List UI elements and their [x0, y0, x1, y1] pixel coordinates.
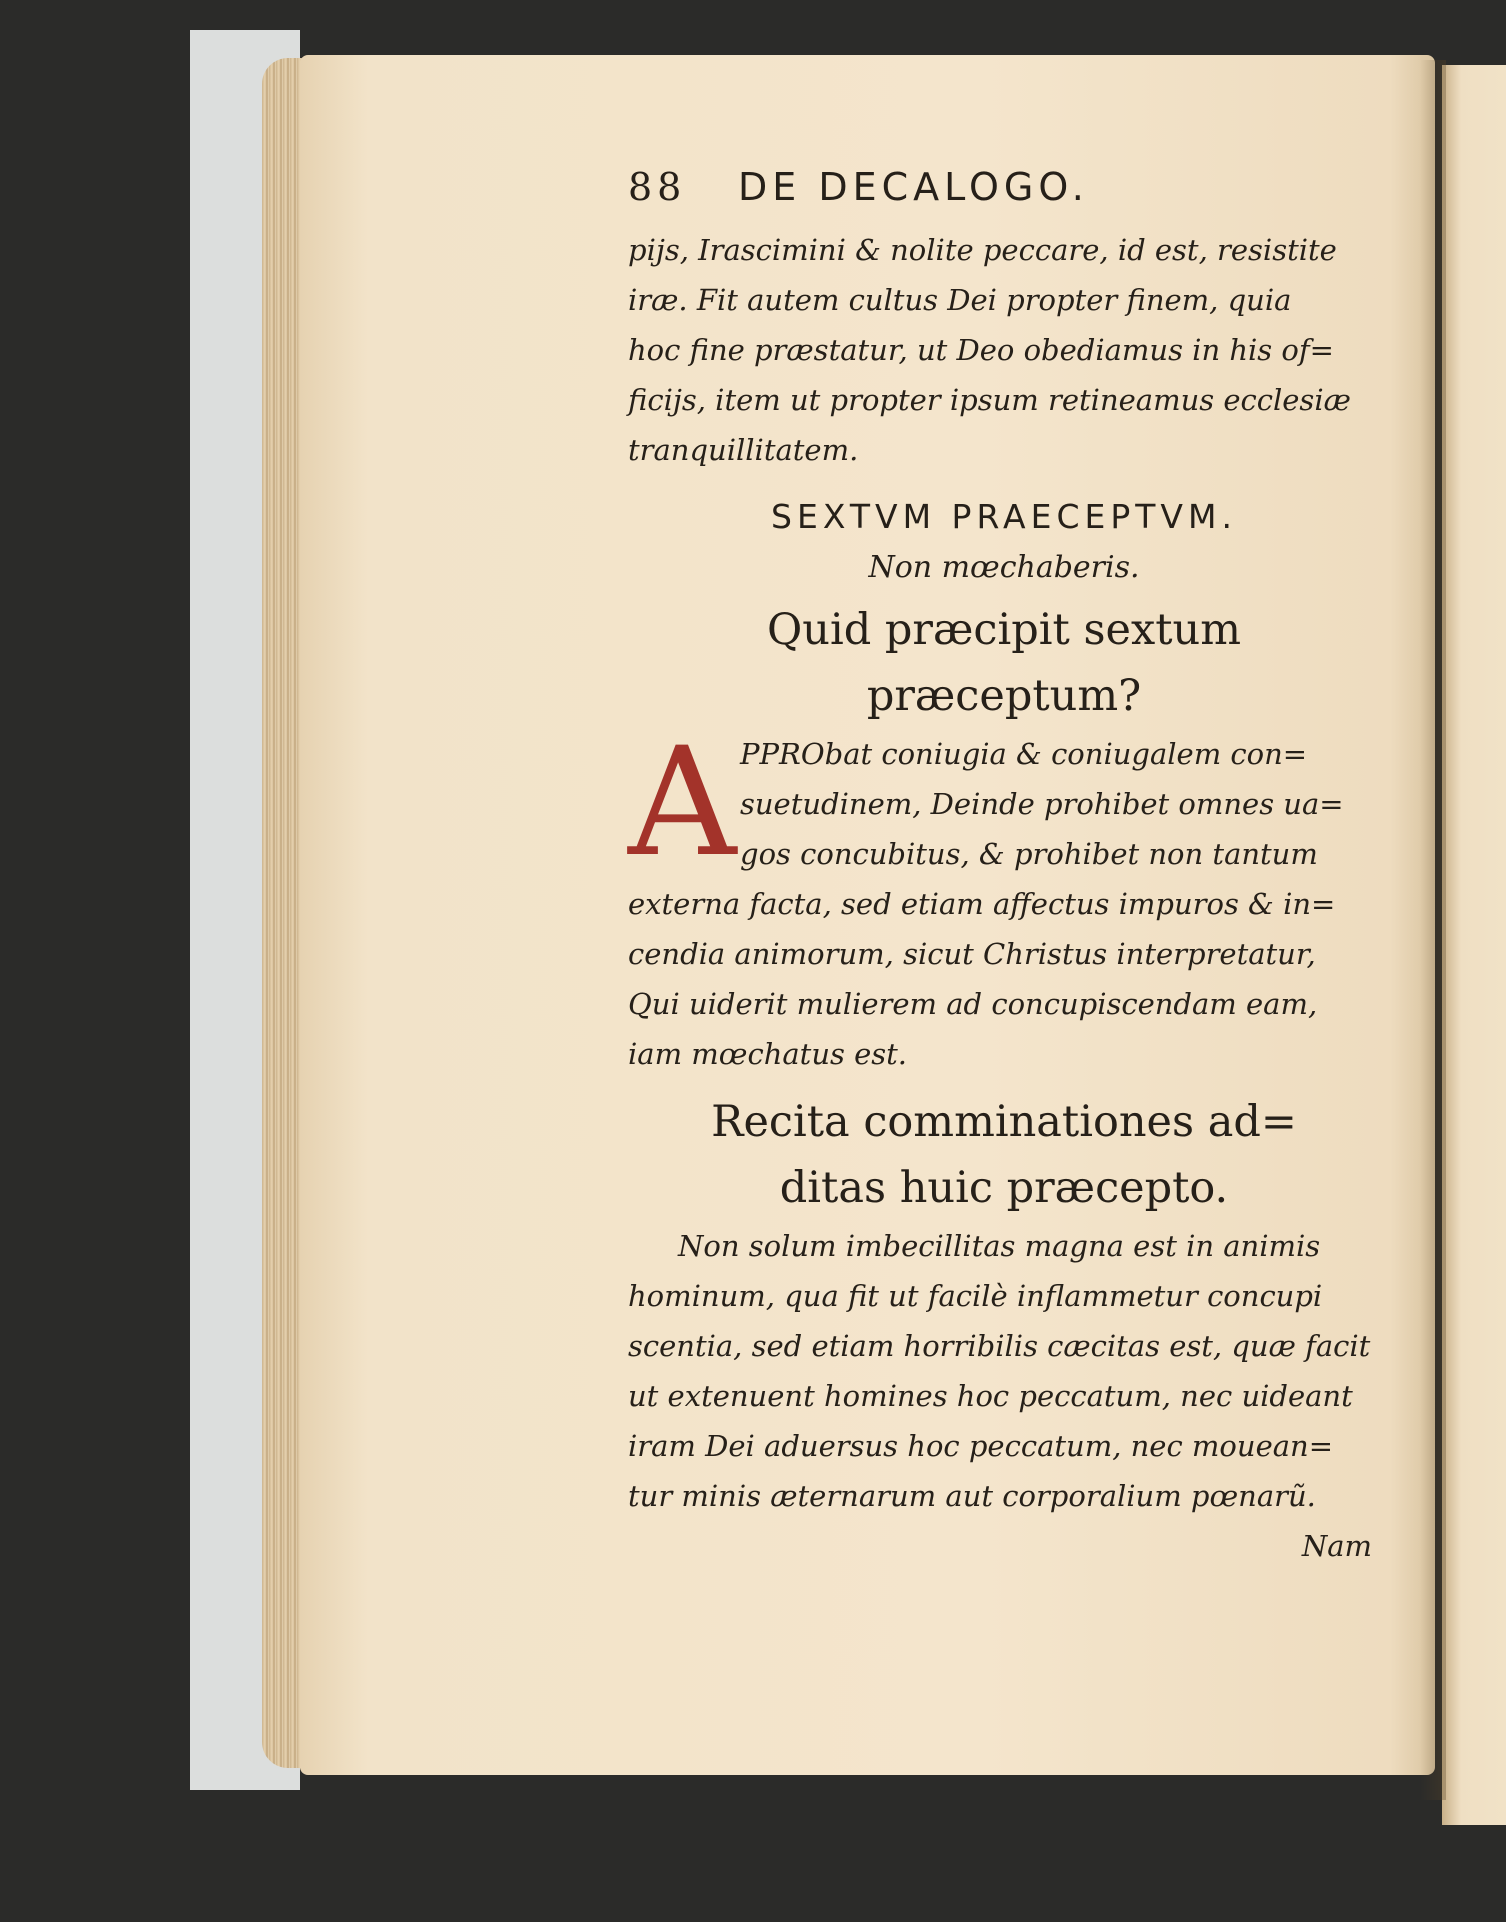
section-heading: SEXTVM PRAECEPTVM.: [771, 497, 1237, 536]
text-line: hominum, qua fit ut facilè inflammetur concupi: [628, 1279, 1323, 1313]
text-line: suetudinem, Deinde prohibet omnes ua=: [740, 787, 1344, 821]
text-line: iræ. Fit autem cultus Dei propter finem, quia: [628, 283, 1292, 317]
page-number: 88: [628, 165, 687, 209]
answer-paragraph: [628, 1221, 1380, 1521]
text-line: ficijs, item ut propter ipsum retineamus ecclesiæ: [628, 383, 1351, 417]
answer-paragraph: [628, 716, 1380, 890]
running-head: [628, 165, 1380, 225]
text-line: tur minis æternarum aut corporalium pœnarũ.: [628, 1479, 1316, 1513]
question-heading: [628, 1089, 1380, 1221]
facing-page-edge: [1442, 65, 1506, 1825]
text-line: gos concubitus, & prohibet non tantum: [740, 837, 1318, 871]
text-line: cendia animorum, sicut Christus interpretatur,: [628, 937, 1316, 971]
text-line: ut extenuent homines hoc peccatum, nec uideant: [628, 1379, 1353, 1413]
running-title: DE DECALOGO.: [738, 165, 1089, 209]
question-line: ditas huic præcepto.: [779, 1163, 1229, 1213]
text-line: PPRObat coniugia & coniugalem con=: [740, 737, 1308, 771]
question-line: Recita comminationes ad=: [711, 1097, 1297, 1147]
question-heading: [628, 597, 1380, 729]
catchword: Nam: [1301, 1529, 1372, 1563]
text-line: iram Dei aduersus hoc peccatum, nec mouean=: [628, 1429, 1333, 1463]
question-line: præceptum?: [866, 671, 1142, 721]
text-line: scentia, sed etiam horribilis cæcitas est, quæ facit: [628, 1329, 1371, 1363]
gutter-shadow: [1420, 60, 1446, 1800]
text-line: Non solum imbecillitas magna est in animis: [678, 1229, 1321, 1263]
commandment-text: Non mœchaberis.: [868, 550, 1140, 585]
drop-cap-initial: A: [628, 716, 737, 890]
answer-continuation: [628, 879, 1380, 1079]
text-line: hoc fine præstatur, ut Deo obediamus in his of=: [628, 333, 1334, 367]
text-block: [628, 165, 1380, 1571]
continuation-paragraph: [628, 225, 1380, 475]
text-line: externa facta, sed etiam affectus impuros & in=: [628, 887, 1336, 921]
text-line: tranquillitatem.: [628, 433, 859, 467]
question-line: Quid præcipit sextum: [767, 605, 1241, 655]
text-line: pijs, Irascimini & nolite peccare, id est, resistite: [628, 233, 1337, 267]
text-line: Qui uiderit mulierem ad concupiscendam eam,: [628, 987, 1318, 1021]
text-line: iam mœchatus est.: [628, 1037, 908, 1071]
